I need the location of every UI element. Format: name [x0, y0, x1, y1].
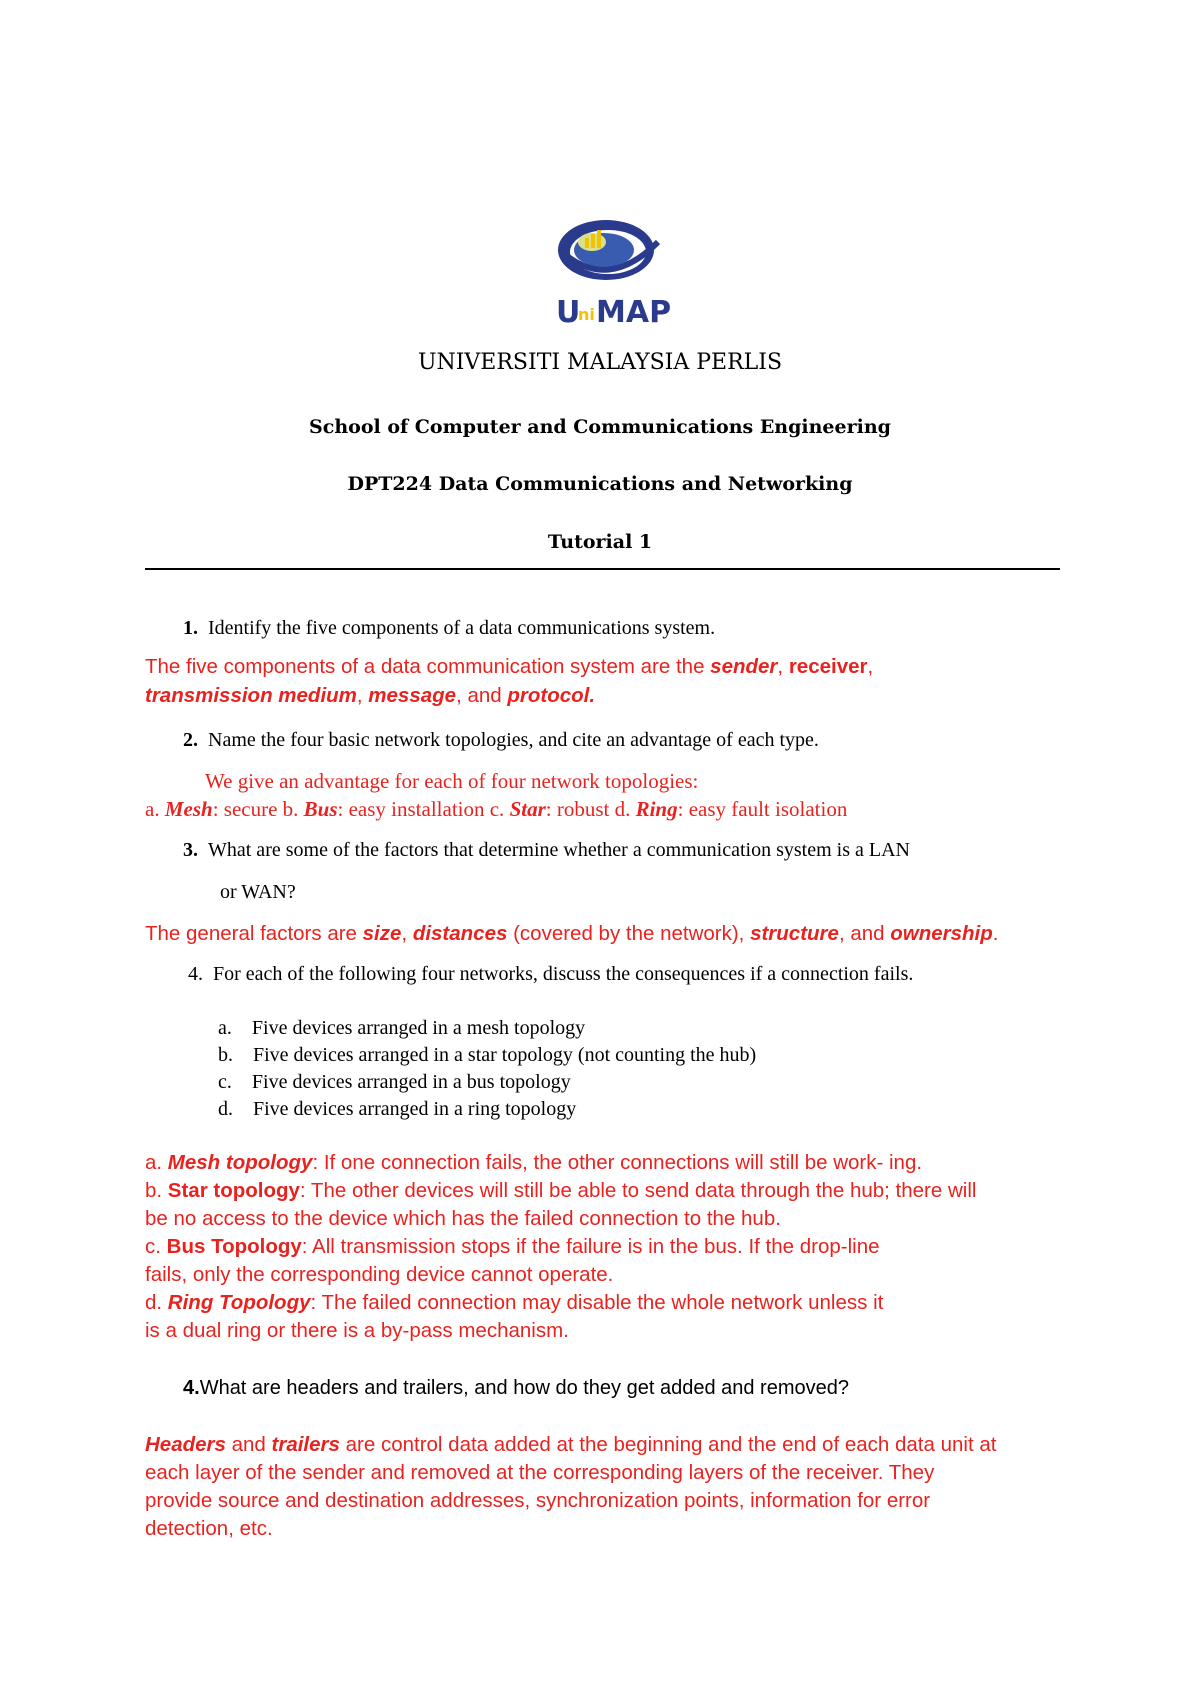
answer-4-mesh-letter: a. [145, 1151, 168, 1174]
answer-1-receiver: receiver [788, 655, 868, 678]
answer-3-sep: , [401, 922, 413, 945]
question-1 [183, 617, 715, 640]
question-3-number: 3. [183, 839, 198, 861]
question-5-text: What are headers and trailers, and how do they get added and removed? [199, 1377, 849, 1399]
answer-1-protocol: protocol. [507, 684, 596, 707]
answer-3-size: size [362, 922, 402, 945]
question-2 [183, 729, 819, 752]
answer-4-bus-cont: fails, only the corresponding device cannot operate. [145, 1263, 614, 1286]
unimap-emblem-icon [548, 212, 678, 338]
answer-2-bus-text: : easy installation c. [337, 797, 510, 821]
question-2-number: 2. [183, 729, 198, 751]
answer-4-mesh-text: : If one connection fails, the other connections will still be work- ing. [312, 1151, 923, 1174]
answer-2-intro: We give an advantage for each of four network topologies: [205, 769, 699, 793]
answer-5-trailers: trailers [271, 1433, 340, 1456]
answer-4-mesh [145, 1151, 922, 1175]
question-4-number: 4. [188, 963, 203, 985]
answer-5-headers: Headers [145, 1433, 226, 1456]
university-name: UNIVERSITI MALAYSIA PERLIS [417, 350, 783, 375]
answer-4-star-cont: be no access to the device which has the failed connection to the hub. [145, 1207, 781, 1230]
answer-5-text-1: are control data added at the beginning and the end of each data unit at [339, 1433, 997, 1456]
list-item-letter: a. [218, 1017, 232, 1039]
answer-4-star [145, 1179, 976, 1203]
answer-4-star-letter: b. [145, 1179, 168, 1202]
answer-4-star-text: : The other devices will still be able to send data through the hub; there will [299, 1179, 977, 1202]
answer-2-ring-text: : easy fault isolation [677, 797, 848, 821]
list-item-letter: c. [218, 1071, 232, 1093]
answer-5-line-3: provide source and destination addresses, synchronization points, information for error [145, 1489, 931, 1512]
answer-3 [145, 922, 998, 946]
list-item-letter: b. [218, 1044, 233, 1066]
answer-1-sep: , [356, 684, 369, 707]
question-1-text: Identify the five components of a data communications system. [208, 617, 716, 639]
question-1-number: 1. [183, 617, 198, 639]
answer-2-mesh-text: : secure b. [212, 797, 304, 821]
answer-1-sep: , and [456, 684, 508, 707]
list-item [218, 1071, 571, 1094]
answer-2-star: Star [509, 797, 546, 821]
list-item-text: Five devices arranged in a ring topology [253, 1098, 577, 1120]
answer-2-ring: Ring [635, 797, 678, 821]
unimap-logo [548, 212, 678, 338]
answer-4-ring-letter: d. [145, 1291, 168, 1314]
list-item-text: Five devices arranged in a mesh topology [251, 1017, 586, 1039]
answer-1-line-2 [145, 684, 595, 708]
answer-5-line-2: each layer of the sender and removed at the corresponding layers of the receiver. They [145, 1461, 935, 1484]
answer-3-distances: distances [412, 922, 508, 945]
tutorial-title: Tutorial 1 [547, 531, 653, 553]
answer-3-ownership: ownership [890, 922, 993, 945]
list-item-letter: d. [218, 1098, 233, 1120]
answer-4-bus-key: Bus Topology [166, 1235, 302, 1258]
answer-5-line-4: detection, etc. [145, 1517, 273, 1540]
list-item [218, 1098, 576, 1121]
answer-5-line-1 [145, 1433, 996, 1457]
answer-2-mesh: Mesh [164, 797, 213, 821]
answer-4-ring [145, 1291, 883, 1315]
answer-1-sep: , [867, 655, 874, 678]
answer-2-line [145, 797, 847, 822]
answer-1-sep: , [777, 655, 789, 678]
list-item [218, 1017, 585, 1040]
answer-3-structure: structure [750, 922, 839, 945]
answer-4-mesh-key: Mesh topology [167, 1151, 313, 1174]
question-4-text: For each of the following four networks, discuss the consequences if a connection fails. [213, 963, 914, 985]
answer-1-intro: The five components of a data communication system are the [145, 655, 711, 678]
logo-text-u: U [556, 295, 581, 330]
question-3-text-1: What are some of the factors that determine whether a communication system is a LAN [208, 839, 910, 861]
header-rule [145, 568, 1060, 570]
answer-4-ring-key: Ring Topology [167, 1291, 311, 1314]
answer-4-bus-text: : All transmission stops if the failure is in the bus. If the drop-line [301, 1235, 880, 1258]
answer-4-bus [145, 1235, 880, 1259]
answer-1-message: message [368, 684, 457, 707]
answer-4-ring-text: : The failed connection may disable the whole network unless it [310, 1291, 884, 1314]
question-5 [183, 1377, 849, 1400]
answer-4-star-key: Star topology [167, 1179, 300, 1202]
question-3-text-2: or WAN? [220, 881, 296, 903]
answer-5-and: and [225, 1433, 272, 1456]
list-item-text: Five devices arranged in a bus topology [251, 1071, 571, 1093]
course-title: DPT224 Data Communications and Networking [347, 473, 853, 495]
answer-3-intro: The general factors are [145, 922, 363, 945]
answer-1-line-1 [145, 655, 873, 679]
question-3 [183, 839, 910, 862]
list-item [218, 1044, 756, 1067]
answer-2-a: a. [145, 797, 165, 821]
answer-1-medium: transmission medium [145, 684, 357, 707]
question-4 [188, 963, 913, 986]
logo-text-map: MAP [596, 295, 672, 330]
answer-2-star-text: : robust d. [545, 797, 636, 821]
list-item-text: Five devices arranged in a star topology (not counting the hub) [253, 1044, 757, 1066]
answer-1-sender: sender [710, 655, 778, 678]
logo-text-ni: ni [578, 305, 595, 324]
answer-4-ring-cont: is a dual ring or there is a by-pass mechanism. [145, 1319, 569, 1342]
answer-4-bus-letter: c. [145, 1235, 167, 1258]
answer-3-sep: , and [838, 922, 891, 945]
school-name: School of Computer and Communications Engineering [309, 416, 891, 438]
question-5-number: 4. [183, 1377, 200, 1399]
answer-2-bus: Bus [303, 797, 338, 821]
question-2-text: Name the four basic network topologies, and cite an advantage of each type. [208, 729, 819, 751]
answer-3-end: . [992, 922, 999, 945]
answer-3-mid: (covered by the network), [507, 922, 751, 945]
